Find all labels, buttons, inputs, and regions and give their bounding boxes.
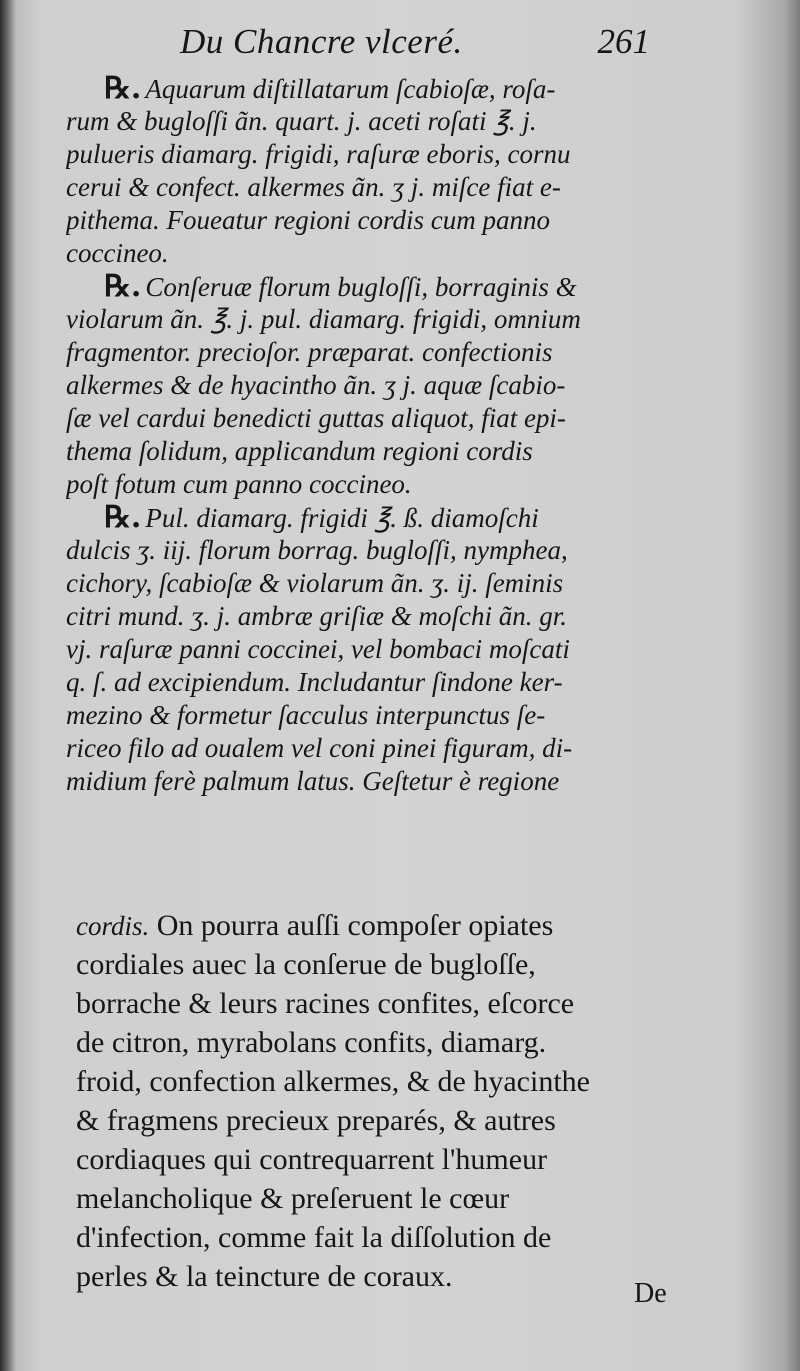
text-line: riceo filo ad oualem vel coni pinei figuram, di- bbox=[66, 733, 573, 763]
text-line: vj. raſuræ panni coccinei, vel bombaci moſcati bbox=[66, 634, 570, 664]
text-line: Pul. diamarg. frigidi ℥. ß. diamoſchi bbox=[145, 503, 539, 533]
rx-symbol: ℞. bbox=[104, 72, 142, 105]
text-line: dulcis ʒ. iij. florum borrag. bugloſſi, nymphea, bbox=[66, 535, 568, 565]
text-line: froid, confection alkermes, & de hyacinthe bbox=[76, 1065, 590, 1098]
text-line: citri mund. ʒ. j. ambræ griſiæ & moſchi ãn. gr. bbox=[66, 601, 568, 631]
page-header bbox=[160, 22, 660, 72]
text-line: pithema. Foueatur regioni cordis cum panno bbox=[66, 205, 550, 235]
text-line: alkermes & de hyacintho ãn. ʒ j. aquæ ſcabio- bbox=[66, 370, 566, 400]
text-line: poſt fotum cum panno coccineo. bbox=[66, 469, 412, 499]
running-head: Du Chancre vlceré. bbox=[180, 22, 463, 61]
text-line: cordiales auec la conſerue de bugloſſe, bbox=[76, 948, 536, 981]
mixed-line bbox=[76, 906, 676, 945]
text-line: borrache & leurs racines confites, eſcorce bbox=[76, 987, 575, 1020]
text-line: pulueris diamarg. frigidi, raſuræ eboris, cornu bbox=[66, 139, 571, 169]
rx-symbol: ℞. bbox=[104, 501, 142, 534]
recipe-1-line-1 bbox=[66, 72, 666, 105]
rx-symbol: ℞. bbox=[104, 270, 142, 303]
text-line: On pourra auſſi compoſer opiates bbox=[156, 909, 554, 942]
text-line: & fragmens precieux preparés, & autres bbox=[76, 1104, 556, 1137]
text-line: Aquarum diſtillatarum ſcabioſæ, roſa- bbox=[145, 74, 556, 104]
text-line: midium ferè palmum latus. Geſtetur è regione bbox=[66, 766, 560, 796]
text-line: fragmentor. precioſor. præparat. confectionis bbox=[66, 337, 553, 367]
latin-prescriptions bbox=[66, 72, 666, 798]
recipe-2-line-1 bbox=[66, 270, 666, 303]
text-line: Conſeruæ florum bugloſſi, borraginis & bbox=[145, 272, 577, 302]
text-line: ſæ vel cardui benedicti guttas aliquot, fiat epi- bbox=[66, 403, 566, 433]
catchword: De bbox=[634, 1278, 667, 1309]
text-line: mezino & formetur ſacculus interpunctus ſe- bbox=[66, 700, 546, 730]
text-line: thema ſolidum, applicandum regioni cordis bbox=[66, 436, 533, 466]
recipe-3-line-1 bbox=[66, 501, 666, 534]
text-line: perles & la teincture de coraux. bbox=[76, 1260, 453, 1293]
text-line: violarum ãn. ℥. j. pul. diamarg. frigidi, omnium bbox=[66, 304, 581, 334]
text-line: melancholique & preſeruent le cœur bbox=[76, 1182, 510, 1215]
text-line: coccineo. bbox=[66, 238, 169, 268]
text-line: rum & bugloſſi ãn. quart. j. aceti roſati ℥. j. bbox=[66, 106, 537, 136]
text-line: d'infection, comme fait la diſſolution de bbox=[76, 1221, 552, 1254]
text-line: cordiaques qui contrequarrent l'humeur bbox=[76, 1143, 548, 1176]
french-paragraph bbox=[76, 906, 676, 1296]
text-line: q. ſ. ad excipiendum. Includantur ſindone ker- bbox=[66, 667, 563, 697]
text-line: de citron, myrabolans confits, diamarg. bbox=[76, 1026, 547, 1059]
page-number: 261 bbox=[597, 22, 650, 61]
text-line: cerui & confect. alkermes ãn. ʒ j. miſce fiat e- bbox=[66, 172, 561, 202]
latin-final-word: cordis. bbox=[76, 911, 150, 941]
text-line: cichory, ſcabioſæ & violarum ãn. ʒ. ij. ſeminis bbox=[66, 568, 564, 598]
